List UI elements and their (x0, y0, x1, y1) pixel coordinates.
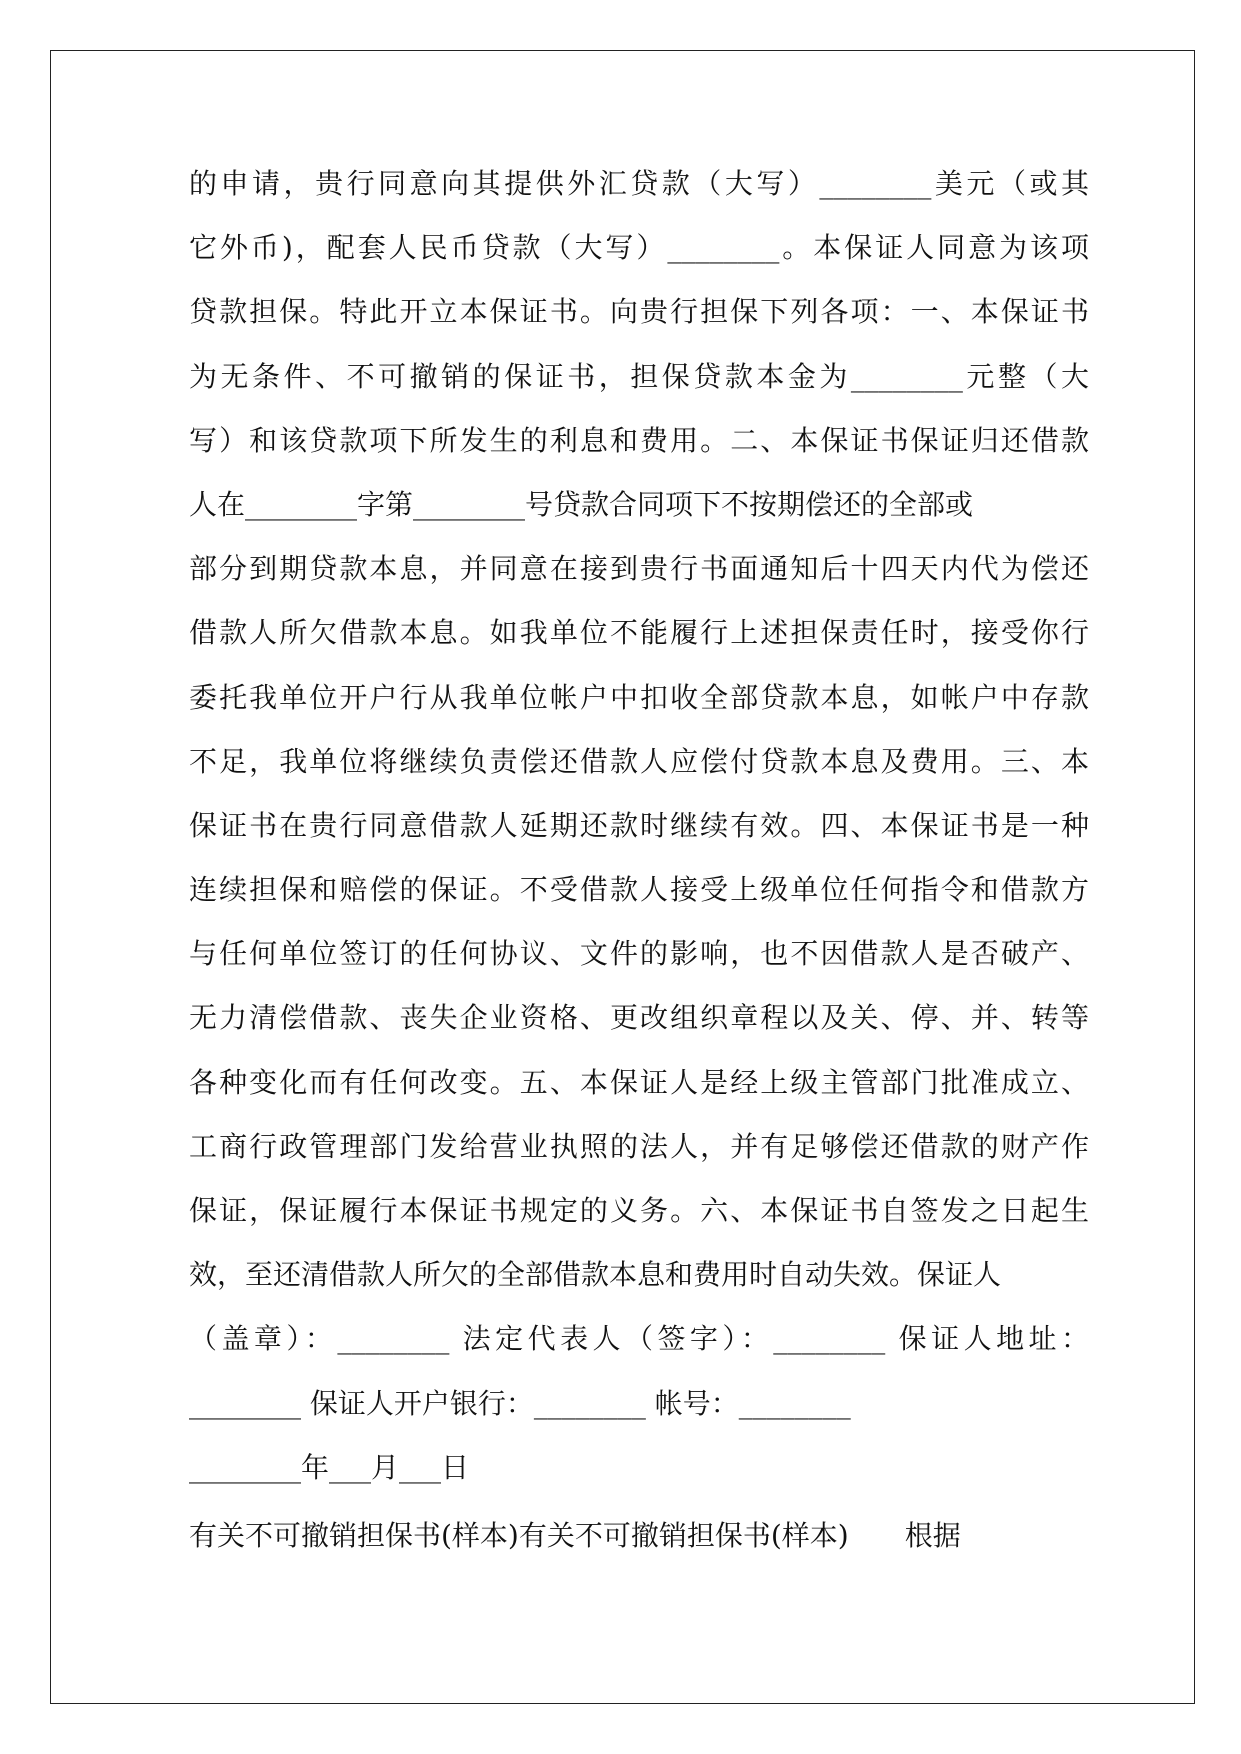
bank-account-line: ________ 保证人开户银行：________ 帐号：________ (189, 1386, 851, 1420)
body-line: 各种变化而有任何改变。五、本保证人是经上级主管部门批准成立、 (189, 1065, 1089, 1099)
body-line: 保证，保证履行本保证书规定的义务。六、本保证书自签发之日起生 (189, 1194, 1089, 1227)
signature-line: （盖章）：________ 法定代表人（签字）：________ 保证人地址： (189, 1322, 1089, 1356)
body-line: 与任何单位签订的任何协议、文件的影响，也不因借款人是否破产、 (189, 937, 1089, 971)
body-line: 效，至还清借款人所欠的全部借款本息和费用时自动失效。保证人 (189, 1258, 1002, 1292)
body-line: 工商行政管理部门发给营业执照的法人，并有足够偿还借款的财产作 (189, 1129, 1089, 1163)
body-line: 部分到期贷款本息，并同意在接到贵行书面通知后十四天内代为偿还 (189, 552, 1089, 586)
body-line: 借款人所欠借款本息。如我单位不能履行上述担保责任时，接受你行 (189, 616, 1089, 650)
body-line: 写）和该贷款项下所发生的利息和费用。二、本保证书保证归还借款 (189, 423, 1089, 457)
body-line: 贷款担保。特此开立本保证书。向贵行担保下列各项：一、本保证书 (189, 295, 1089, 329)
body-line: 无力清偿借款、丧失企业资格、更改组织章程以及关、停、并、转等 (189, 1001, 1089, 1035)
document-body (189, 152, 1089, 1568)
body-line: 连续担保和赔偿的保证。不受借款人接受上级单位任何指令和借款方 (189, 873, 1089, 907)
body-line: 它外币)，配套人民币贷款（大写）________。本保证人同意为该项 (189, 231, 1089, 265)
body-line: 不足，我单位将继续负责偿还借款人应偿付贷款本息及费用。三、本 (189, 744, 1089, 778)
date-line: ________年___月___日 (189, 1450, 470, 1484)
body-line: 保证书在贵行同意借款人延期还款时继续有效。四、本保证书是一种 (189, 808, 1089, 842)
next-section-title-line: 有关不可撤销担保书(样本)有关不可撤销担保书(样本) 根据 (189, 1518, 961, 1552)
body-line: 为无条件、不可撤销的保证书，担保贷款本金为________元整（大 (189, 359, 1089, 393)
body-line: 的申请，贵行同意向其提供外汇贷款（大写）________美元（或其 (189, 167, 1089, 200)
body-line: 人在________字第________号贷款合同项下不按期偿还的全部或 (189, 487, 974, 521)
body-line: 委托我单位开户行从我单位帐户中扣收全部贷款本息，如帐户中存款 (189, 680, 1089, 714)
